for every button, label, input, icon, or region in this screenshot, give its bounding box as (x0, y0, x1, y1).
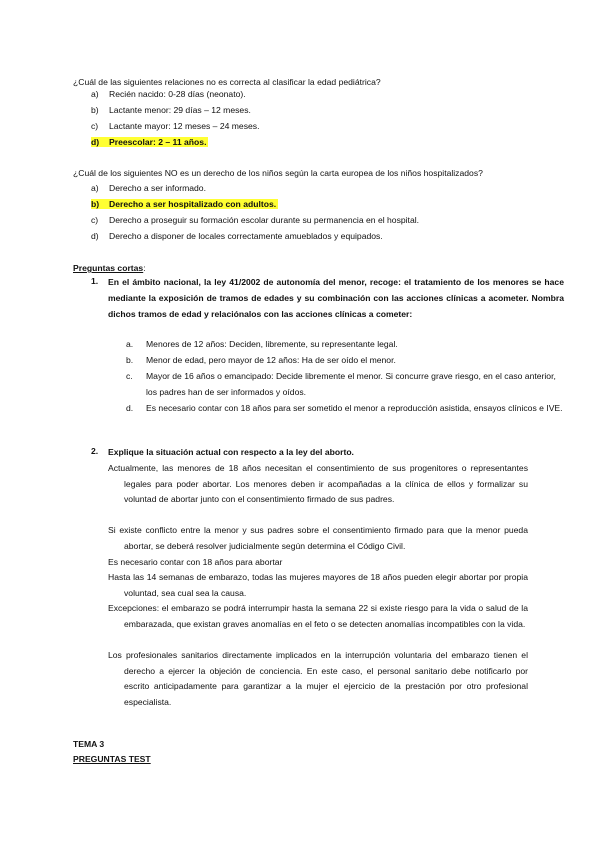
item-letter: c. (126, 371, 133, 381)
item-text: Menores de 12 años: Deciden, libremente, su representante legal. (146, 339, 398, 349)
q2-option-d (91, 229, 551, 243)
section-title: Preguntas cortas (73, 263, 144, 273)
point-2-paragraph-6 (108, 648, 528, 710)
point-2-number: 2. (91, 446, 99, 456)
option-letter: d) (91, 231, 99, 241)
option-letter: c) (91, 215, 99, 225)
point-2-question: Explique la situación actual con respecto a la ley del aborto. (108, 447, 354, 457)
item-text: Es necesario contar con 18 años para ser sometido el menor a reproducción asistida, ensayos clínicos e IVE. (146, 403, 563, 413)
item-text: Menor de edad, pero mayor de 12 años: Ha de ser oído el menor. (146, 355, 396, 365)
question-2: ¿Cuál de los siguientes NO es un derecho de los niños según la carta europea de los niños hospitalizados? (73, 168, 483, 178)
q2-option-b-correct (91, 197, 551, 211)
option-letter: a) (91, 89, 99, 99)
paragraph-text: Si existe conflicto entre la menor y sus padres sobre el consentimiento firmado para que la menor pueda abortar, se deberá resolver judicialmente según determina el Código Civil. (108, 525, 528, 551)
section-heading-short-questions (73, 262, 146, 274)
tema-heading: TEMA 3 (73, 739, 105, 749)
paragraph-text: Actualmente, las menores de 18 años necesitan el consentimiento de sus progenitores o representantes legales para poder abortar. Los menores deben ir acompañadas a la clínica de ellos y formalizar su voluntad de abortar junto con el consentimiento firmado de sus padres. (108, 463, 528, 505)
option-text: Lactante menor: 29 días – 12 meses. (109, 105, 251, 115)
item-letter: b. (126, 355, 134, 365)
option-text: Derecho a proseguir su formación escolar durante su permanencia en el hospital. (109, 215, 420, 225)
point-2-paragraph-2 (108, 523, 528, 554)
paragraph-text: Hasta las 14 semanas de embarazo, todas las mujeres mayores de 18 años pueden elegir abortar por propia voluntad, sea cual sea la causa. (108, 572, 528, 598)
q1-option-d-correct (91, 135, 551, 149)
question-1: ¿Cuál de las siguientes relaciones no es correcta al clasificar la edad pediátrica? (73, 77, 381, 87)
point-2-paragraph-1 (108, 461, 528, 508)
option-text: Derecho a ser hospitalizado con adultos. (109, 199, 277, 209)
item-text: Mayor de 16 años o emancipado: Decide libremente el menor. Si concurre grave riesgo, en el caso anterior, los padres han de ser informados y oídos. (146, 371, 556, 397)
option-letter: b) (91, 199, 100, 209)
paragraph-text: Es necesario contar con 18 años para abortar (108, 557, 283, 567)
option-text: Preescolar: 2 – 11 años. (109, 137, 207, 147)
option-letter: b) (91, 105, 99, 115)
item-letter: a. (126, 339, 134, 349)
section-title-colon: : (143, 263, 146, 273)
point-1-number: 1. (91, 276, 99, 286)
option-letter: c) (91, 121, 99, 131)
q2-option-a (91, 181, 551, 195)
q2-option-c (91, 213, 551, 227)
point-1-question: En el ámbito nacional, la ley 41/2002 de autonomía del menor, recoge: el tratamiento de los menores se hace mediante la exposición de tramos de edades y su combinación con las acciones clínicas a acometer. Nombra dichos tramos de edad y relaciónalos con las acciones clínicas a cometer: (108, 277, 564, 319)
preguntas-test-heading: PREGUNTAS TEST (73, 754, 151, 764)
paragraph-text: Los profesionales sanitarios directamente implicados en la interrupción voluntaria del embarazo tienen el derecho a ejercer la objeción de conciencia. En este caso, el personal sanitario debe notificarlo por escrito anticipadamente para garantizar a la mujer el ejercicio de la prestación por otro profesional especialista. (108, 650, 528, 707)
option-text: Lactante mayor: 12 meses – 24 meses. (109, 121, 260, 131)
q1-option-a (91, 87, 551, 101)
option-letter: a) (91, 183, 99, 193)
paragraph-text: Excepciones: el embarazo se podrá interrumpir hasta la semana 22 si existe riesgo para la vida o salud de la embarazada, que existan graves anomalías en el feto o se detecten anomalías incompatibles con la vida. (108, 603, 528, 629)
option-text: Recién nacido: 0-28 días (neonato). (109, 89, 246, 99)
option-text: Derecho a disponer de locales correctamente amueblados y equipados. (109, 231, 383, 241)
q1-option-b (91, 103, 551, 117)
point-2-paragraph-5 (108, 601, 528, 632)
q1-option-c (91, 119, 551, 133)
option-text: Derecho a ser informado. (109, 183, 206, 193)
item-letter: d. (126, 403, 134, 413)
point-2-paragraph-3 (108, 555, 528, 571)
point-2-paragraph-4 (108, 570, 528, 601)
option-letter: d) (91, 137, 100, 147)
